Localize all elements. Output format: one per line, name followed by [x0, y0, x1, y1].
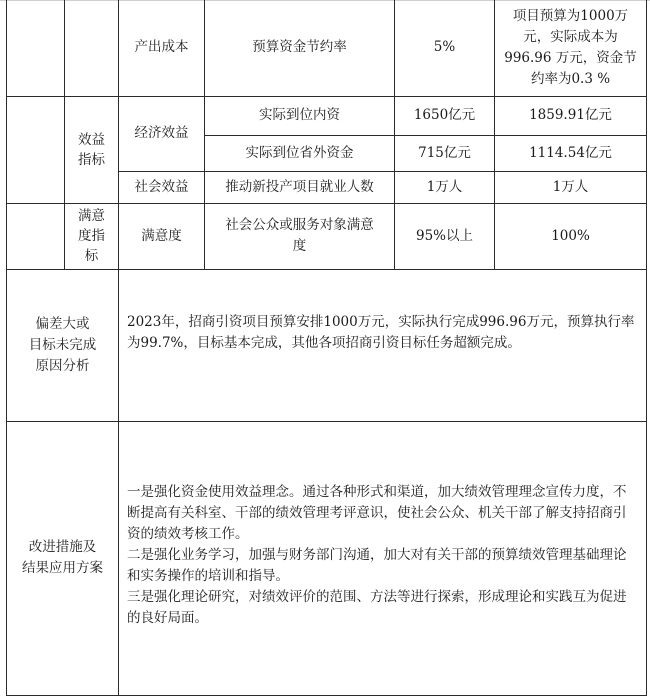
benefit-indicator-label-line: 效益指标 — [78, 131, 105, 168]
economic-actual: 1114.54亿元 — [495, 135, 647, 171]
satisfaction-label: 满意度 — [119, 203, 205, 269]
output-cost-actual-line: 元，实际成本为 — [523, 28, 618, 45]
economic-benefit-label: 经济效益 — [119, 96, 205, 171]
first-level-cell-empty — [7, 0, 65, 96]
output-cost-indicator: 预算资金节约率 — [205, 0, 395, 96]
table-row-satisfaction — [7, 203, 647, 269]
economic-target: 1650亿元 — [395, 96, 495, 135]
output-cost-actual-line: 项目预算为1000万 — [512, 7, 629, 24]
deviation-content — [119, 269, 647, 421]
deviation-label-line: 目标未完成 — [28, 336, 97, 353]
table-row-improvement — [7, 421, 647, 695]
satisfaction-indicator-line: 度 — [292, 238, 307, 254]
table-row-deviation — [7, 269, 647, 421]
output-cost-actual-line: 996.96 万元，资金节 — [504, 49, 637, 66]
deviation-label-line: 原因分析 — [35, 357, 90, 374]
table-row-economic-1 — [7, 96, 647, 135]
deviation-text: 2023年，招商引资项目预算安排1000万元，实际执行完成996.96万元，预算执行率为99.7%，目标基本完成，其他各项招商引资目标任务超额完成。 — [127, 313, 635, 351]
improvement-content — [119, 421, 647, 695]
improvement-paragraph: 三是强化理论研究，对绩效评价的范围、方法等进行探索，形成理论和实践互为促进的良好局面。 — [127, 588, 627, 626]
deviation-label-line: 偏差大或 — [35, 315, 90, 332]
improvement-label-line: 改进措施及 — [28, 539, 97, 555]
satisfaction-indicator-label-line: 满意度指标 — [78, 208, 105, 264]
performance-table — [6, 0, 647, 696]
output-cost-target: 5% — [395, 0, 495, 96]
deviation-label — [7, 269, 119, 421]
economic-indicator: 实际到位内资 — [205, 96, 395, 135]
satisfaction-target: 95%以上 — [395, 203, 495, 269]
improvement-paragraph: 一是强化资金使用效益理念。通过各种形式和渠道，加大绩效管理理念宣传力度，不断提高有关科室、干部的绩效管理考评意识，使社会公众、机关干部了解支持招商引资的绩效考核工作。 — [127, 483, 627, 542]
social-benefit-label: 社会效益 — [119, 171, 205, 203]
social-actual: 1万人 — [495, 171, 647, 203]
satisfaction-indicator — [205, 203, 395, 269]
improvement-paragraph: 二是强化业务学习，加强与财务部门沟通，加大对有关干部的预算绩效管理基础理论和实务操作的培训和指导。 — [127, 546, 627, 584]
output-cost-actual — [495, 0, 647, 96]
social-indicator: 推动新投产项目就业人数 — [205, 171, 395, 203]
output-cost-actual-line: 约率为0.3 % — [530, 70, 611, 87]
first-level-cell-empty — [7, 203, 65, 269]
improvement-label — [7, 421, 119, 695]
table-row-output-cost — [7, 0, 647, 96]
satisfaction-indicator-label — [65, 203, 119, 269]
economic-indicator: 实际到位省外资金 — [205, 135, 395, 171]
social-target: 1万人 — [395, 171, 495, 203]
second-level-cell-empty — [65, 0, 119, 96]
satisfaction-actual: 100% — [495, 203, 647, 269]
satisfaction-indicator-line: 社会公众或服务对象满意 — [225, 217, 374, 233]
improvement-label-line: 结果应用方案 — [22, 560, 103, 576]
first-level-cell-empty — [7, 96, 65, 203]
output-cost-label: 产出成本 — [119, 0, 205, 96]
economic-actual: 1859.91亿元 — [495, 96, 647, 135]
economic-target: 715亿元 — [395, 135, 495, 171]
benefit-indicator-label — [65, 96, 119, 203]
